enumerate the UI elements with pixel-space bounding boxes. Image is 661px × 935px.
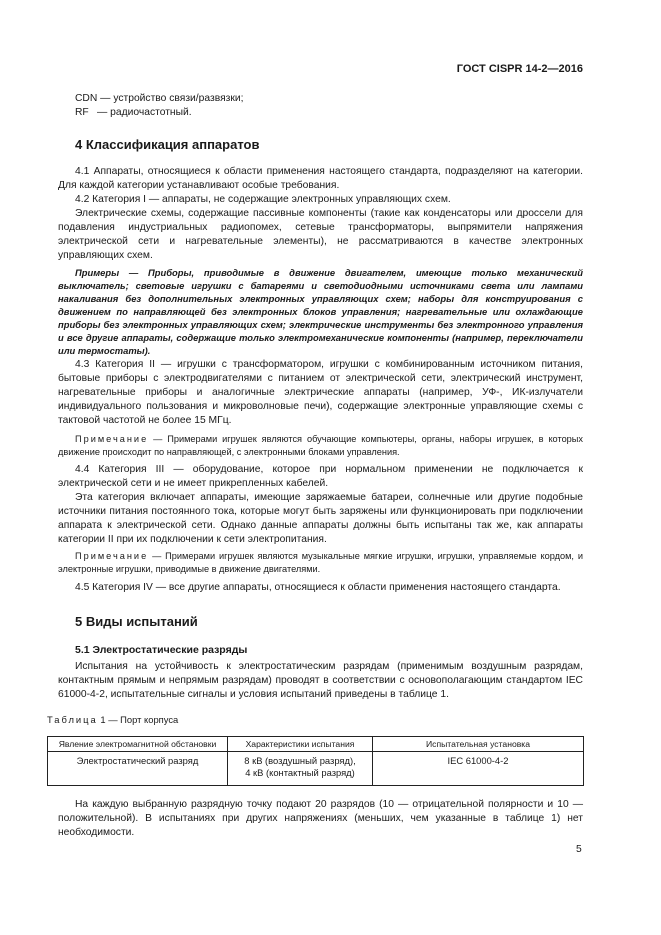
- column-header: Испытательная установка: [373, 737, 584, 752]
- table-row: [48, 752, 584, 786]
- column-header: Характеристики испытания: [228, 737, 373, 752]
- note-label: Примечание: [75, 551, 149, 561]
- abbr-term: RF: [75, 107, 89, 118]
- examples-paragraph: Примеры — Приборы, приводимые в движение двигателем, имеющие только механический выключатель; световые игрушки с батареями и светодиодными источниками света или лампами накаливания без дополнительных электронных управляющих схем; наборы для конструирования с движением по направляющей без электронных блоков управления; нагревательные или охлаждающие приборы без электронных управляющих схем; электрические инструменты без электронного управления и все другие аппараты, содержащие только электромеханические компоненты (например, переключатели или термостаты).: [58, 267, 583, 356]
- table-header-row: [48, 737, 584, 752]
- section-5-title: 5 Виды испытаний: [75, 614, 198, 629]
- table-caption-label: Таблица: [47, 714, 98, 725]
- column-header: Явление электромагнитной обстановки: [48, 737, 228, 752]
- paragraph-4-5: 4.5 Категория IV — все другие аппараты, относящиеся к области применения настоящего стандарта.: [75, 582, 561, 593]
- note-label: Примечание: [75, 434, 149, 444]
- characteristic-contact-discharge: 4 кВ (контактный разряд): [245, 767, 355, 778]
- subsection-5-1-title: 5.1 Электростатические разряды: [75, 644, 248, 656]
- characteristic-air-discharge: 8 кВ (воздушный разряд),: [244, 755, 356, 766]
- paragraph-5-1: Испытания на устойчивость к электростатическим разрядам (применимым воздушным разрядам, контактным прямым и непрямым разрядам) проводят в соответствии с основополагающим стандартом IEC 61000-4-2, испытательные сигналы и условия испытаний приведены в таблице 1.: [58, 661, 583, 700]
- table-caption: [47, 713, 178, 727]
- standard-header: ГОСТ CISPR 14-2—2016: [456, 63, 583, 75]
- note-1: [58, 433, 583, 459]
- note-text: — Примерами игрушек являются музыкальные мягкие игрушки, игрушки, управляемые кордом, и электронные игрушки, приводимые в движение двигателями.: [58, 551, 583, 574]
- cell-phenomenon: Электростатический разряд: [48, 752, 228, 786]
- paragraph-4-2: 4.2 Категория I — аппараты, не содержащие электронных управляющих схем.: [75, 194, 451, 205]
- abbr-definition: — радиочастотный.: [97, 107, 192, 118]
- abbr-term: CDN: [75, 93, 98, 104]
- section-4-title: 4 Классификация аппаратов: [75, 137, 260, 152]
- paragraph-4-3: 4.3 Категория II — игрушки с трансформатором, игрушки с комбинированным источником питания, бытовые приборы с электродвигателями с питанием от электрической сети, электрический инструмент, нагревательные приборы и аналогичные электрические аппараты (например, УФ-, ИК-излучатели индивидуального пользования и микроволновые печи), содержащие электронные управляющие схемы с тактовой частотой не более 15 МГц.: [58, 359, 583, 426]
- abbreviation-rf: [75, 106, 192, 120]
- page-number: 5: [576, 844, 582, 855]
- paragraph-4-4: 4.4 Категория III — оборудование, которое при нормальном применении не подключается к электрической сети и не имеет прикрепленных кабелей.: [58, 464, 583, 489]
- table-caption-text: 1 — Порт корпуса: [97, 714, 179, 725]
- paragraph-discharges: На каждую выбранную разрядную точку подают 20 разрядов (10 — отрицательной полярности и 10 — положительной). В испытаниях при других напряжениях (меньших, чем указанные в таблице 1) нет необходимости.: [58, 799, 583, 838]
- note-text: — Примерами игрушек являются обучающие компьютеры, органы, наборы игрушек, в которых движение происходит по направляющей, с электронными блоками управления.: [58, 434, 583, 457]
- cell-test-setup: IEC 61000-4-2: [373, 752, 584, 786]
- cell-test-characteristics: [228, 752, 373, 786]
- paragraph-4-1: 4.1 Аппараты, относящиеся к области применения настоящего стандарта, подразделяют на категории. Для каждой категории устанавливают особые требования.: [58, 166, 583, 191]
- abbr-definition: — устройство связи/развязки;: [97, 93, 244, 104]
- table-enclosure-port: [47, 736, 584, 786]
- paragraph-passive-components: Электрические схемы, содержащие пассивные компоненты (такие как конденсаторы или дроссели для подавления индустриальных радиопомех, сетевые трансформаторы, выпрямители напряжения электрической сети и нагревательные элементы), не рассматриваются в качестве электронных управляющих схем.: [58, 208, 583, 261]
- note-2: [58, 550, 583, 576]
- abbreviation-cdn: [75, 92, 243, 106]
- paragraph-category-3-details: Эта категория включает аппараты, имеющие заряжаемые батареи, солнечные или другие подобные источники питания постоянного тока, которые могут быть заряжены или функционировать при подключении аппарата к электрической сети. Однако данные аппараты должны быть испытаны так же, как аппараты категории II при их подключении к сети электропитания.: [58, 492, 583, 545]
